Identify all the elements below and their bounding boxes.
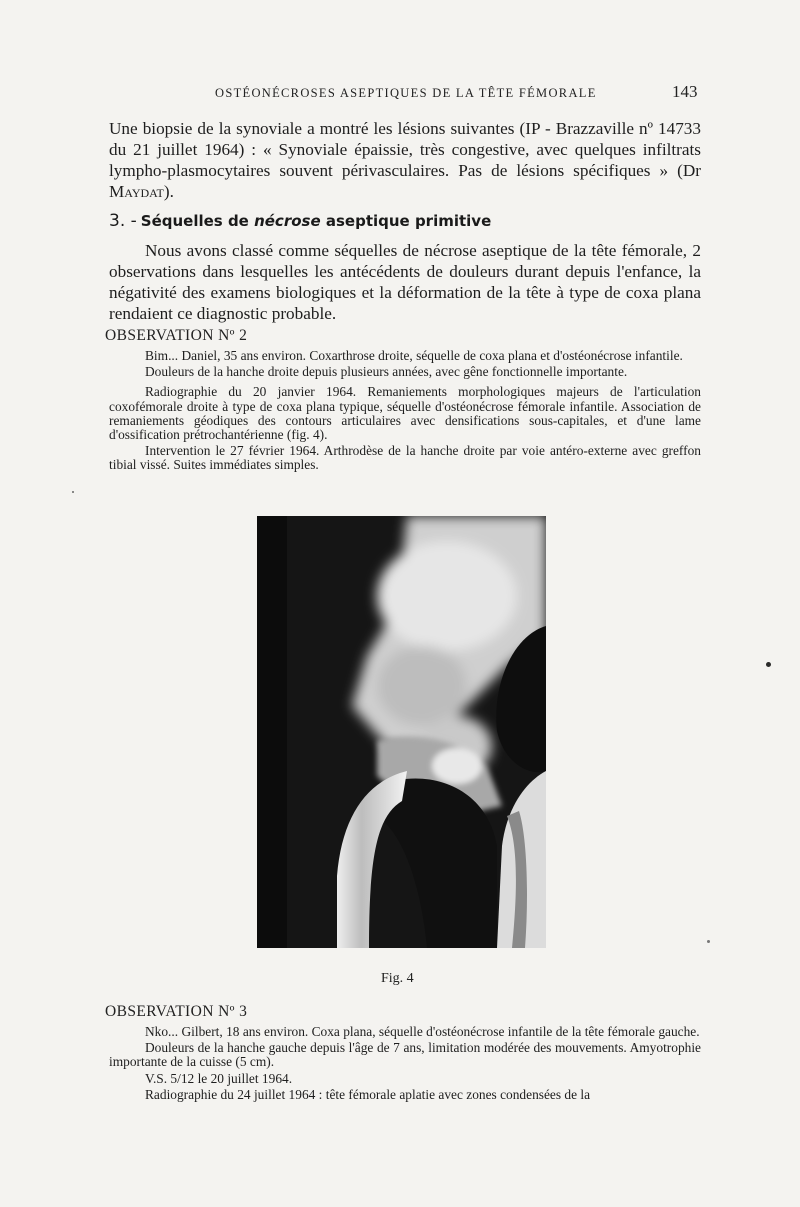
observation-body bbox=[109, 1025, 701, 1102]
section-title-part: Séquelles de bbox=[140, 212, 255, 230]
observation-label: OBSERVATION Nº 3 bbox=[105, 1003, 248, 1020]
observation-label: OBSERVATION Nº 2 bbox=[105, 327, 248, 344]
figure-caption: Fig. 4 bbox=[381, 971, 414, 986]
section-heading bbox=[109, 211, 491, 231]
intro-text-end: ). bbox=[163, 182, 174, 201]
ink-speck bbox=[707, 940, 710, 943]
observation-paragraph: Radiographie du 24 juillet 1964 : tête fémorale aplatie avec zones condensées de la bbox=[145, 1086, 591, 1102]
observation-body bbox=[109, 349, 701, 473]
page-number: 143 bbox=[672, 82, 698, 101]
section-number: 3. - bbox=[109, 211, 137, 231]
intro-paragraph bbox=[109, 118, 701, 202]
observation-paragraph: Intervention le 27 février 1964. Arthrodèse de la hanche droite par voie antéro-externe avec greffon tibial vissé. Suites immédiates simples. bbox=[109, 443, 701, 473]
observation-paragraph: Nko... Gilbert, 18 ans environ. Coxa plana, séquelle d'ostéonécrose infantile de la tête fémorale gauche. bbox=[145, 1024, 700, 1039]
section-title-part: aseptique primitive bbox=[320, 212, 492, 230]
observation-paragraph: V.S. 5/12 le 20 juillet 1964. bbox=[145, 1070, 293, 1086]
observation-paragraph: Douleurs de la hanche droite depuis plusieurs années, avec gêne fonctionnelle importante. bbox=[145, 364, 628, 380]
radiograph-drawing bbox=[257, 516, 546, 948]
observation-paragraph: Radiographie du 20 janvier 1964. Remaniements morphologiques majeurs de l'articulation coxofémorale droite à type de coxa plana typique, séquelle d'ostéonécrose fémorale infantile. Association de remaniements géodiques des contours articulaires avec densifications sous-capitales, et d'une lame d'ossification prétrochantérienne (fig. 4). bbox=[109, 384, 701, 443]
observation-paragraph: Douleurs de la hanche gauche depuis l'âge de 7 ans, limitation modérée des mouvements. Amyotrophie importante de la cuisse (5 cm). bbox=[109, 1040, 701, 1070]
section-paragraph: Nous avons classé comme séquelles de nécrose aseptique de la tête fémorale, 2 observations dans lesquelles les antécédents de douleurs durant depuis l'enfance, la négativité des examens biologiques et la déformation de la tête à type de coxa plana rendaient ce diagnostic probable. bbox=[109, 241, 701, 323]
author-name: Maydat bbox=[109, 182, 164, 201]
intro-text: Une biopsie de la synoviale a montré les lésions suivantes (IP - Brazzaville nº 14733 du 21 juillet 1964) : « Synoviale épaissie, très congestive, avec quelques infiltrats lympho-plasmocytaires souvent périvasculaires. Pas de lésions spécifiques » (Dr bbox=[109, 119, 701, 180]
ink-speck bbox=[72, 491, 74, 493]
running-title: OSTÉONÉCROSES ASEPTIQUES DE LA TÊTE FÉMORALE bbox=[215, 86, 597, 100]
radiograph-image bbox=[257, 516, 546, 948]
ink-speck bbox=[766, 662, 771, 667]
observation-paragraph: Bim... Daniel, 35 ans environ. Coxarthrose droite, séquelle de coxa plana et d'ostéonécrose infantile. bbox=[145, 348, 683, 363]
section-title-italic: nécrose bbox=[254, 212, 321, 230]
